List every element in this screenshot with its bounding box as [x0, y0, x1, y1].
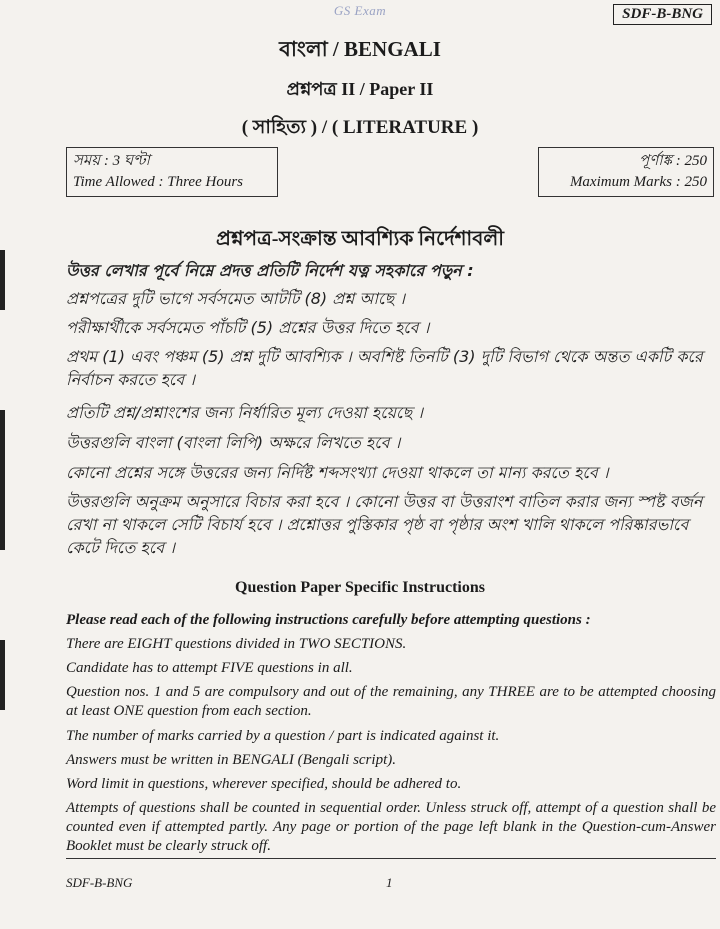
english-instruction-item: The number of marks carried by a question / part is indicated against it.: [66, 728, 500, 744]
time-allowed-box: [66, 147, 278, 197]
bengali-instruction-item: কোনো প্রশ্নের সঙ্গে উত্তরের জন্য নির্দিষ্ট শব্দসংখ্যা দেওয়া থাকলে তা মান্য করতে হবে ।: [66, 463, 609, 482]
watermark-logo: GS Exam: [333, 3, 387, 18]
footer-paper-code: SDF-B-BNG: [66, 875, 133, 890]
page-number: 1: [386, 875, 393, 890]
bengali-instruction-item: পরীক্ষার্থীকে সর্বসমেত পাঁচটি (5) প্রশ্নের উত্তর দিতে হবে ।: [66, 318, 430, 337]
english-instruction-item: There are EIGHT questions divided in TWO SECTIONS.: [66, 636, 407, 652]
scan-edge-mark: [0, 410, 5, 550]
bengali-instructions-heading: প্রশ্নপত্র-সংক্রান্ত আবশ্যিক নির্দেশাবলী: [216, 228, 504, 250]
english-instruction-item: Answers must be written in BENGALI (Bengali script).: [66, 752, 396, 768]
subject-title: বাংলা / BENGALI: [279, 37, 441, 61]
bengali-lead: উত্তর লেখার পূর্বে নিম্নে প্রদত্ত প্রতিটি নির্দেশ যত্ন সহকারে পড়ুন :: [66, 261, 474, 280]
paper-code-box: SDF-B-BNG: [613, 4, 712, 25]
bengali-instruction-item: প্রথম (1) এবং পঞ্চম (5) প্রশ্ন দুটি আবশ্যিক । অবশিষ্ট তিনটি (3) দুটি বিভাগ থেকে অন্তত একটি করে নির্বাচন করতে হবে ।: [66, 347, 703, 389]
maximum-marks-en: Maximum Marks : 250: [569, 174, 707, 190]
paper-title: প্রশ্নপত্র II / Paper II: [286, 79, 434, 99]
maximum-marks-box: [538, 147, 714, 197]
scan-edge-mark: [0, 640, 5, 710]
bengali-instruction-item: উত্তরগুলি বাংলা (বাংলা লিপি) অক্ষরে লিখতে হবে ।: [66, 433, 401, 452]
english-lead: Please read each of the following instructions carefully before attempting questions :: [66, 612, 591, 628]
footer-divider: [66, 858, 716, 859]
bengali-instruction-item: প্রশ্নপত্রের দুটি ভাগে সর্বসমেত আটটি (8) প্রশ্ন আছে ।: [66, 289, 405, 308]
bengali-instruction-item: উত্তরগুলি অনুক্রম অনুসারে বিচার করা হবে । কোনো উত্তর বা উত্তরাংশ বাতিল করার জন্য স্পষ্ট বর্জন রেখা না থাকলে সেটি বিচার্য হবে । প্রশ্নোত্তর পুস্তিকার পৃষ্ঠ বা পৃষ্ঠার অংশ খালি থাকলে পরিষ্কারভাবে কেটে দিতে হবে ।: [66, 492, 703, 557]
time-allowed-en: Time Allowed : Three Hours: [73, 174, 244, 190]
english-instruction-item: Candidate has to attempt FIVE questions in all.: [66, 660, 353, 676]
section-title: ( সাহিত্য ) / ( LITERATURE ): [241, 117, 479, 138]
english-instruction-item: Attempts of questions shall be counted in sequential order. Unless struck off, attempt of a question shall be counted even if attempted partly. Any page or portion of the page left blank in the Question-cum-Answer Booklet must be clearly struck off.: [66, 800, 716, 854]
english-instructions-heading: Question Paper Specific Instructions: [235, 579, 485, 596]
english-instruction-item: Word limit in questions, wherever specified, should be adhered to.: [66, 776, 462, 792]
maximum-marks-bn: পূর্ণাঙ্ক : 250: [639, 153, 707, 169]
english-instruction-item: Question nos. 1 and 5 are compulsory and out of the remaining, any THREE are to be attempted choosing at least ONE question from each section.: [66, 684, 716, 719]
bengali-instruction-item: প্রতিটি প্রশ্ন/প্রশ্নাংশের জন্য নির্ধারিত মূল্য দেওয়া হয়েছে ।: [66, 403, 423, 422]
time-allowed-bn: সময় : 3 ঘণ্টা: [73, 153, 150, 169]
scan-edge-mark: [0, 250, 5, 310]
